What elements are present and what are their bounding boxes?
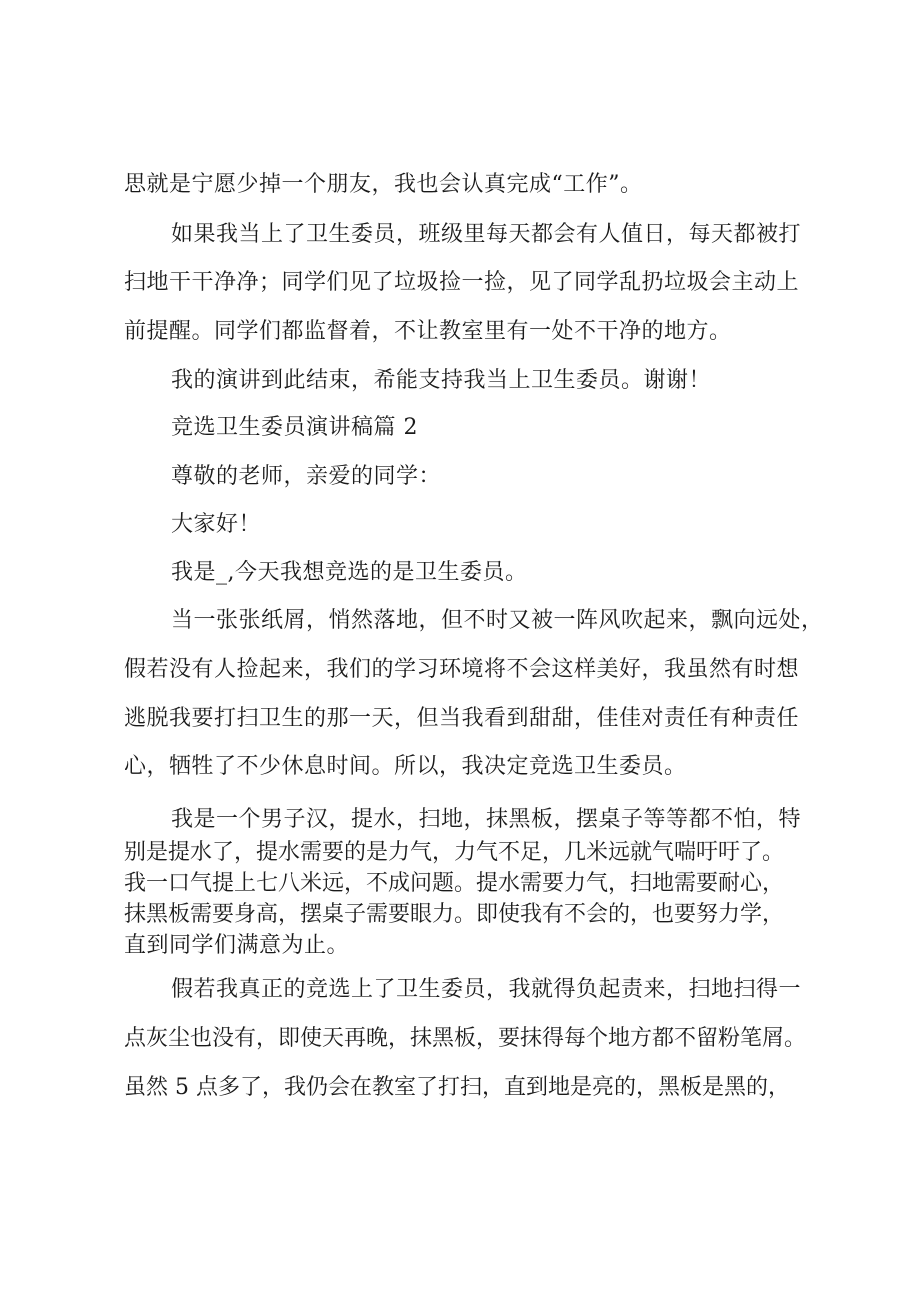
text-line: 前提醒。同学们都监督着，不让教室里有一处不干净的地方。 (124, 319, 732, 344)
text-line: 我一口气提上七八米远，不成问题。提水需要力气，扫地需要耐心， (124, 871, 785, 896)
text-line: 尊敬的老师，亲爱的同学： (171, 464, 442, 489)
text-line: 逃脱我要打扫卫生的那一天，但当我看到甜甜，佳佳对责任有种责任 (124, 706, 800, 731)
text-line: 大家好！ (171, 512, 262, 537)
text-line: 别是提水了，提水需要的是力气，力气不足，几米远就气喘吁吁了。 (124, 840, 785, 865)
text-line: 假若没有人捡起来，我们的学习环境将不会这样美好，我虽然有时想 (124, 657, 800, 682)
text-line: 虽然 5 点多了，我仍会在教室了打扫，直到地是亮的，黑板是黑的， (124, 1075, 790, 1100)
text-line: 心，牺牲了不少休息时间。所以，我决定竞选卫生委员。 (124, 754, 687, 779)
text-line: 我是_,今天我想竞选的是卫生委员。 (171, 560, 528, 585)
text-line: 扫地干干净净；同学们见了垃圾捡一捡，见了同学乱扔垃圾会主动上 (124, 270, 800, 295)
text-line: 直到同学们满意为止。 (124, 933, 350, 958)
text-line: 抹黑板需要身高，摆桌子需要眼力。即使我有不会的，也要努力学， (124, 902, 785, 927)
text-line: 假若我真正的竞选上了卫生委员，我就得负起责来，扫地扫得一 (171, 977, 802, 1002)
text-line: 我是一个男子汉，提水，扫地，抹黑板，摆桌子等等都不怕，特 (171, 807, 802, 832)
text-line: 思就是宁愿少掉一个朋友，我也会认真完成“工作”。 (124, 172, 643, 197)
text-line: 当一张张纸屑，悄然落地，但不时又被一阵风吹起来，飘向远处， (171, 608, 824, 633)
text-line: 点灰尘也没有，即使天再晚，抹黑板，要抹得每个地方都不留粉笔屑。 (124, 1026, 807, 1051)
text-line: 我的演讲到此结束，希能支持我当上卫生委员。谢谢！ (171, 368, 712, 393)
text-line: 如果我当上了卫生委员，班级里每天都会有人值日，每天都被打 (171, 222, 802, 247)
section-heading: 竞选卫生委员演讲稿篇 2 (171, 415, 418, 440)
